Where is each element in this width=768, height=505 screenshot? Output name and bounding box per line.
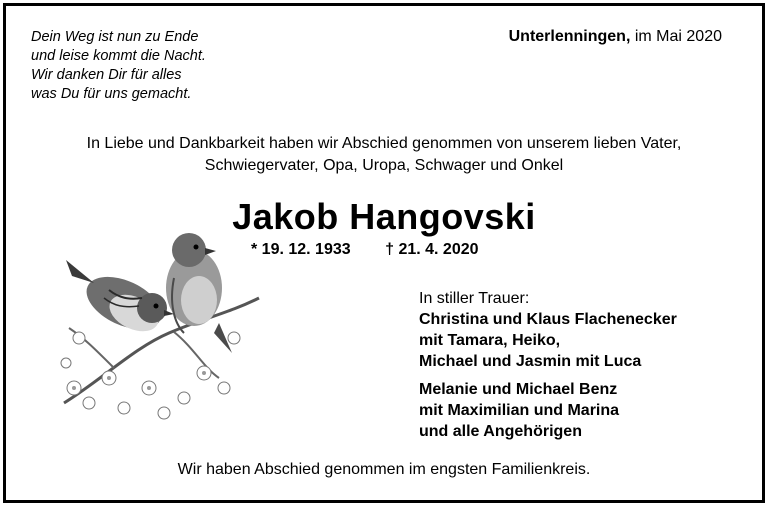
intro-line: In Liebe und Dankbarkeit haben wir Abschied genommen von unserem lieben Vater, <box>86 135 682 152</box>
obituary-notice <box>3 3 765 503</box>
mourners-heading: In stiller Trauer: <box>419 290 530 307</box>
poem-line: Dein Weg ist nun zu Ende <box>31 29 199 45</box>
mourner-group-2 <box>419 379 677 442</box>
mourner-line: Christina und Klaus Flachenecker <box>419 311 677 328</box>
mourner-group-1 <box>419 309 677 372</box>
mourner-line: Melanie und Michael Benz <box>419 381 618 398</box>
death-date: † 21. 4. 2020 <box>385 241 479 258</box>
poem-line: was Du für uns gemacht. <box>31 86 192 102</box>
birth-date: * 19. 12. 1933 <box>251 241 351 258</box>
poem <box>31 28 206 104</box>
mourner-line: und alle Angehörigen <box>419 423 582 440</box>
mourner-line: mit Tamara, Heiko, <box>419 332 561 349</box>
place-date <box>509 28 722 46</box>
mourner-line: Michael und Jasmin mit Luca <box>419 353 642 370</box>
poem-line: Wir danken Dir für alles <box>31 67 182 83</box>
mourner-line: mit Maximilian und Marina <box>419 402 620 419</box>
sparrows-on-blossom-branch-icon <box>54 228 264 428</box>
place: Unterlenningen, <box>508 28 631 45</box>
deceased-name: Jakob Hangovski <box>232 196 536 237</box>
life-dates <box>251 241 479 259</box>
intro-line: Schwiegervater, Opa, Uropa, Schwager und Onkel <box>204 157 564 174</box>
closing-text: Wir haben Abschied genommen im engsten Familienkreis. <box>177 461 591 478</box>
intro-text <box>6 133 762 177</box>
date: im Mai 2020 <box>634 28 722 45</box>
mourners <box>419 288 677 442</box>
poem-line: und leise kommt die Nacht. <box>31 48 206 64</box>
